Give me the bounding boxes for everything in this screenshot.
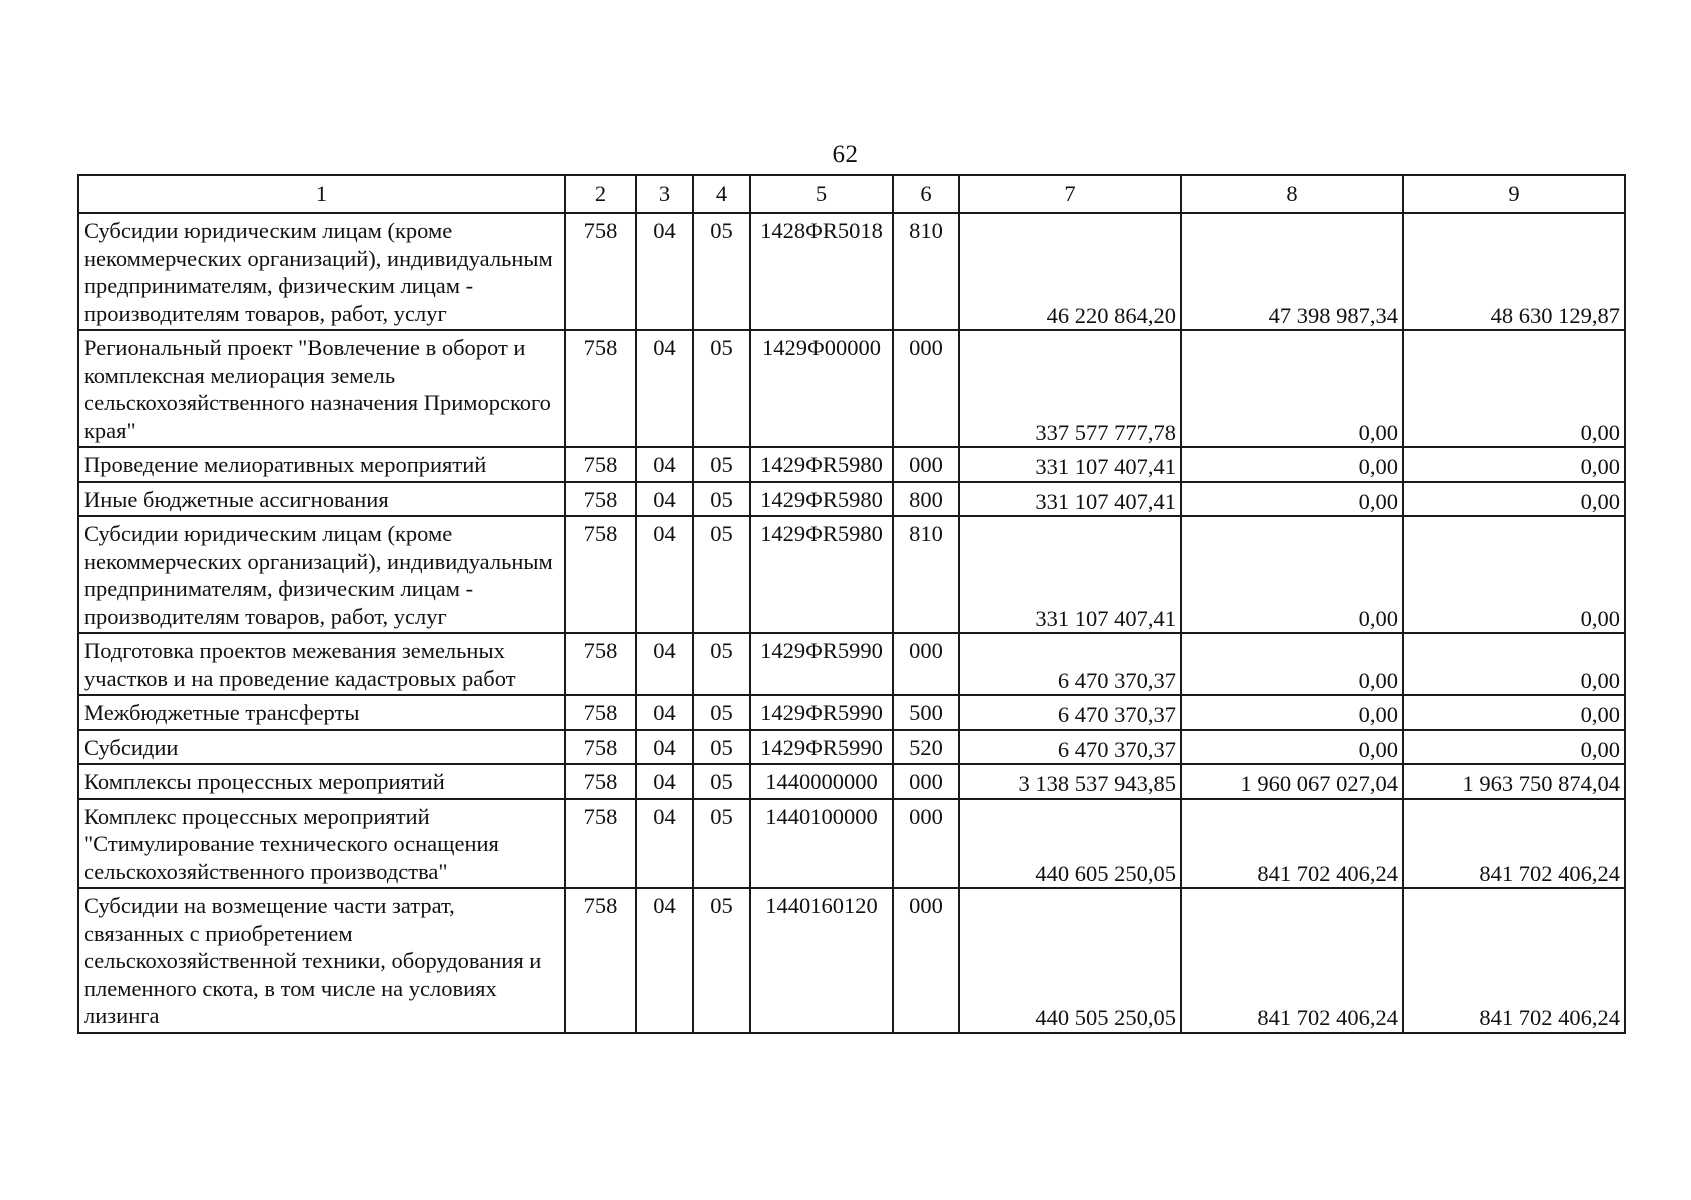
row-name: Комплексы процессных мероприятий bbox=[84, 769, 445, 794]
subsection-code-cell bbox=[693, 447, 750, 482]
header-cell: 2 bbox=[565, 175, 636, 213]
header-cell: 8 bbox=[1181, 175, 1403, 213]
amount-col-7: 440 605 250,05 bbox=[959, 799, 1181, 889]
row-name-cell bbox=[78, 213, 565, 330]
amount-col-7: 6 470 370,37 bbox=[959, 730, 1181, 765]
subsection-code-cell bbox=[693, 799, 750, 889]
page-number: 62 bbox=[832, 141, 859, 168]
section-code: 04 bbox=[653, 521, 676, 546]
target-article-code: 1440000000 bbox=[765, 769, 878, 794]
subsection-code: 05 bbox=[710, 803, 733, 829]
amount-col-8: 841 702 406,24 bbox=[1181, 799, 1403, 889]
target-article-code-cell bbox=[750, 213, 893, 330]
target-article-code-cell bbox=[750, 764, 893, 799]
expense-type-code-cell bbox=[893, 764, 959, 799]
row-name: Субсидии bbox=[84, 734, 179, 760]
section-code-cell bbox=[636, 447, 693, 482]
ministry-code-cell bbox=[565, 516, 636, 633]
amount-col-7: 331 107 407,41 bbox=[959, 482, 1181, 517]
section-code-cell bbox=[636, 695, 693, 730]
expense-type-code: 500 bbox=[909, 700, 943, 725]
section-code: 04 bbox=[653, 769, 676, 794]
section-code-cell bbox=[636, 730, 693, 765]
ministry-code: 758 bbox=[583, 638, 618, 663]
expense-type-code-cell bbox=[893, 695, 959, 730]
section-code-cell bbox=[636, 888, 693, 1033]
amount-col-9: 0,00 bbox=[1403, 482, 1625, 517]
subsection-code: 05 bbox=[710, 335, 733, 360]
row-name-cell bbox=[78, 482, 565, 517]
subsection-code: 05 bbox=[710, 893, 733, 918]
subsection-code-cell bbox=[693, 633, 750, 695]
amount-col-7: 337 577 777,78 bbox=[959, 330, 1181, 447]
table-row bbox=[78, 516, 1625, 633]
subsection-code-cell bbox=[693, 213, 750, 330]
header-cell: 4 bbox=[693, 175, 750, 213]
section-code: 04 bbox=[653, 700, 676, 725]
expense-type-code: 520 bbox=[909, 734, 943, 760]
ministry-code: 758 bbox=[583, 700, 618, 725]
ministry-code: 758 bbox=[583, 452, 618, 477]
amount-col-8: 0,00 bbox=[1181, 447, 1403, 482]
ministry-code-cell bbox=[565, 888, 636, 1033]
expense-type-code-cell bbox=[893, 213, 959, 330]
ministry-code-cell bbox=[565, 213, 636, 330]
target-article-code: 1428ФR5018 bbox=[760, 218, 883, 243]
section-code-cell bbox=[636, 330, 693, 447]
amount-col-9: 0,00 bbox=[1403, 330, 1625, 447]
subsection-code-cell bbox=[693, 482, 750, 517]
expense-type-code: 000 bbox=[909, 638, 943, 663]
row-name-cell bbox=[78, 330, 565, 447]
expense-type-code: 810 bbox=[909, 521, 943, 546]
row-name-cell bbox=[78, 633, 565, 695]
amount-col-9: 0,00 bbox=[1403, 516, 1625, 633]
ministry-code: 758 bbox=[583, 486, 618, 512]
expense-type-code-cell bbox=[893, 633, 959, 695]
amount-col-7: 440 505 250,05 bbox=[959, 888, 1181, 1033]
subsection-code: 05 bbox=[710, 218, 733, 243]
ministry-code-cell bbox=[565, 447, 636, 482]
amount-col-8: 0,00 bbox=[1181, 695, 1403, 730]
subsection-code: 05 bbox=[710, 638, 733, 663]
subsection-code: 05 bbox=[710, 452, 733, 477]
amount-col-9: 1 963 750 874,04 bbox=[1403, 764, 1625, 799]
amount-col-9: 841 702 406,24 bbox=[1403, 799, 1625, 889]
expense-type-code: 000 bbox=[909, 335, 943, 360]
row-name: Субсидии юридическим лицам (кроме некоммерческих организаций), индивидуальным предпринимателям, физическим лицам - производителям товаров, работ, услуг bbox=[84, 218, 553, 326]
target-article-code-cell bbox=[750, 799, 893, 889]
target-article-code: 1429ФR5990 bbox=[760, 700, 883, 725]
target-article-code-cell bbox=[750, 482, 893, 517]
amount-col-8: 0,00 bbox=[1181, 730, 1403, 765]
expense-type-code-cell bbox=[893, 730, 959, 765]
table-row bbox=[78, 799, 1625, 889]
amount-col-8: 0,00 bbox=[1181, 482, 1403, 517]
section-code: 04 bbox=[653, 734, 676, 760]
amount-col-9: 0,00 bbox=[1403, 730, 1625, 765]
amount-col-8: 0,00 bbox=[1181, 516, 1403, 633]
amount-col-9: 0,00 bbox=[1403, 633, 1625, 695]
row-name-cell bbox=[78, 695, 565, 730]
section-code-cell bbox=[636, 633, 693, 695]
subsection-code: 05 bbox=[710, 486, 733, 512]
table-row bbox=[78, 695, 1625, 730]
amount-col-8: 0,00 bbox=[1181, 633, 1403, 695]
row-name-cell bbox=[78, 730, 565, 765]
header-cell: 7 bbox=[959, 175, 1181, 213]
subsection-code-cell bbox=[693, 730, 750, 765]
target-article-code-cell bbox=[750, 633, 893, 695]
target-article-code-cell bbox=[750, 695, 893, 730]
header-cell: 9 bbox=[1403, 175, 1625, 213]
target-article-code-cell bbox=[750, 888, 893, 1033]
row-name-cell bbox=[78, 888, 565, 1033]
table-header-row bbox=[78, 175, 1625, 213]
expense-type-code-cell bbox=[893, 888, 959, 1033]
header-cell: 1 bbox=[78, 175, 565, 213]
target-article-code-cell bbox=[750, 730, 893, 765]
row-name: Субсидии на возмещение части затрат, связанных с приобретением сельскохозяйственной техники, оборудования и племенного скота, в том числе на условиях лизинга bbox=[84, 893, 542, 1028]
ministry-code-cell bbox=[565, 482, 636, 517]
expense-type-code: 810 bbox=[909, 218, 943, 243]
table-row bbox=[78, 730, 1625, 765]
ministry-code-cell bbox=[565, 695, 636, 730]
expense-type-code: 800 bbox=[909, 486, 943, 512]
subsection-code: 05 bbox=[710, 700, 733, 725]
target-article-code: 1429ФR5990 bbox=[760, 734, 883, 760]
expense-type-code-cell bbox=[893, 330, 959, 447]
subsection-code-cell bbox=[693, 888, 750, 1033]
table-row bbox=[78, 764, 1625, 799]
amount-col-8: 1 960 067 027,04 bbox=[1181, 764, 1403, 799]
amount-col-9: 841 702 406,24 bbox=[1403, 888, 1625, 1033]
subsection-code: 05 bbox=[710, 521, 733, 546]
header-cell: 5 bbox=[750, 175, 893, 213]
subsection-code-cell bbox=[693, 764, 750, 799]
expense-type-code: 000 bbox=[909, 893, 943, 918]
table-body bbox=[78, 175, 1625, 1033]
table-row bbox=[78, 330, 1625, 447]
row-name-cell bbox=[78, 447, 565, 482]
expense-type-code-cell bbox=[893, 799, 959, 889]
amount-col-9: 48 630 129,87 bbox=[1403, 213, 1625, 330]
expense-type-code-cell bbox=[893, 447, 959, 482]
header-cell: 3 bbox=[636, 175, 693, 213]
ministry-code-cell bbox=[565, 330, 636, 447]
amount-col-9: 0,00 bbox=[1403, 447, 1625, 482]
table-row bbox=[78, 482, 1625, 517]
section-code: 04 bbox=[653, 893, 676, 918]
table-row bbox=[78, 888, 1625, 1033]
target-article-code-cell bbox=[750, 330, 893, 447]
target-article-code-cell bbox=[750, 447, 893, 482]
ministry-code: 758 bbox=[583, 803, 618, 829]
subsection-code-cell bbox=[693, 330, 750, 447]
section-code: 04 bbox=[653, 218, 676, 243]
row-name-cell bbox=[78, 516, 565, 633]
target-article-code: 1429ФR5980 bbox=[760, 452, 883, 477]
section-code-cell bbox=[636, 482, 693, 517]
amount-col-8: 47 398 987,34 bbox=[1181, 213, 1403, 330]
table-row bbox=[78, 213, 1625, 330]
section-code-cell bbox=[636, 213, 693, 330]
amount-col-7: 331 107 407,41 bbox=[959, 447, 1181, 482]
amount-col-8: 0,00 bbox=[1181, 330, 1403, 447]
ministry-code: 758 bbox=[583, 734, 618, 760]
section-code-cell bbox=[636, 799, 693, 889]
ministry-code-cell bbox=[565, 799, 636, 889]
amount-col-7: 3 138 537 943,85 bbox=[959, 764, 1181, 799]
row-name: Субсидии юридическим лицам (кроме некоммерческих организаций), индивидуальным предпринимателям, физическим лицам - производителям товаров, работ, услуг bbox=[84, 521, 553, 629]
ministry-code: 758 bbox=[583, 893, 618, 918]
row-name: Проведение мелиоративных мероприятий bbox=[84, 452, 487, 477]
table-row bbox=[78, 447, 1625, 482]
amount-col-8: 841 702 406,24 bbox=[1181, 888, 1403, 1033]
target-article-code: 1429ФR5990 bbox=[760, 638, 883, 663]
subsection-code: 05 bbox=[710, 734, 733, 760]
row-name: Комплекс процессных мероприятий "Стимулирование технического оснащения сельскохозяйственного производства" bbox=[84, 803, 499, 884]
amount-col-7: 6 470 370,37 bbox=[959, 633, 1181, 695]
target-article-code: 1440100000 bbox=[765, 803, 878, 829]
expense-type-code-cell bbox=[893, 516, 959, 633]
target-article-code-cell bbox=[750, 516, 893, 633]
subsection-code-cell bbox=[693, 695, 750, 730]
target-article-code: 1429Ф00000 bbox=[761, 335, 882, 360]
amount-col-9: 0,00 bbox=[1403, 695, 1625, 730]
row-name: Подготовка проектов межевания земельных участков и на проведение кадастровых работ bbox=[84, 638, 516, 691]
row-name: Региональный проект "Вовлечение в оборот и комплексная мелиорация земель сельскохозяйственного назначения Приморского края" bbox=[84, 335, 551, 443]
subsection-code: 05 bbox=[710, 769, 733, 794]
section-code-cell bbox=[636, 764, 693, 799]
row-name: Межбюджетные трансферты bbox=[84, 700, 360, 725]
expense-type-code: 000 bbox=[909, 769, 943, 794]
ministry-code: 758 bbox=[583, 521, 618, 546]
ministry-code-cell bbox=[565, 633, 636, 695]
ministry-code-cell bbox=[565, 730, 636, 765]
row-name-cell bbox=[78, 799, 565, 889]
ministry-code: 758 bbox=[583, 335, 618, 360]
ministry-code: 758 bbox=[583, 218, 618, 243]
amount-col-7: 46 220 864,20 bbox=[959, 213, 1181, 330]
amount-col-7: 331 107 407,41 bbox=[959, 516, 1181, 633]
table-row bbox=[78, 633, 1625, 695]
section-code: 04 bbox=[653, 638, 676, 663]
expense-type-code: 000 bbox=[909, 452, 943, 477]
target-article-code: 1429ФR5980 bbox=[760, 521, 883, 546]
expense-type-code: 000 bbox=[909, 803, 943, 829]
section-code-cell bbox=[636, 516, 693, 633]
ministry-code-cell bbox=[565, 764, 636, 799]
row-name: Иные бюджетные ассигнования bbox=[84, 486, 389, 512]
budget-table bbox=[77, 174, 1626, 1034]
section-code: 04 bbox=[653, 486, 676, 512]
section-code: 04 bbox=[653, 803, 676, 829]
amount-col-7: 6 470 370,37 bbox=[959, 695, 1181, 730]
target-article-code: 1440160120 bbox=[765, 893, 878, 918]
section-code: 04 bbox=[653, 452, 676, 477]
subsection-code-cell bbox=[693, 516, 750, 633]
section-code: 04 bbox=[653, 335, 676, 360]
ministry-code: 758 bbox=[583, 769, 618, 794]
target-article-code: 1429ФR5980 bbox=[760, 486, 883, 512]
header-cell: 6 bbox=[893, 175, 959, 213]
expense-type-code-cell bbox=[893, 482, 959, 517]
row-name-cell bbox=[78, 764, 565, 799]
